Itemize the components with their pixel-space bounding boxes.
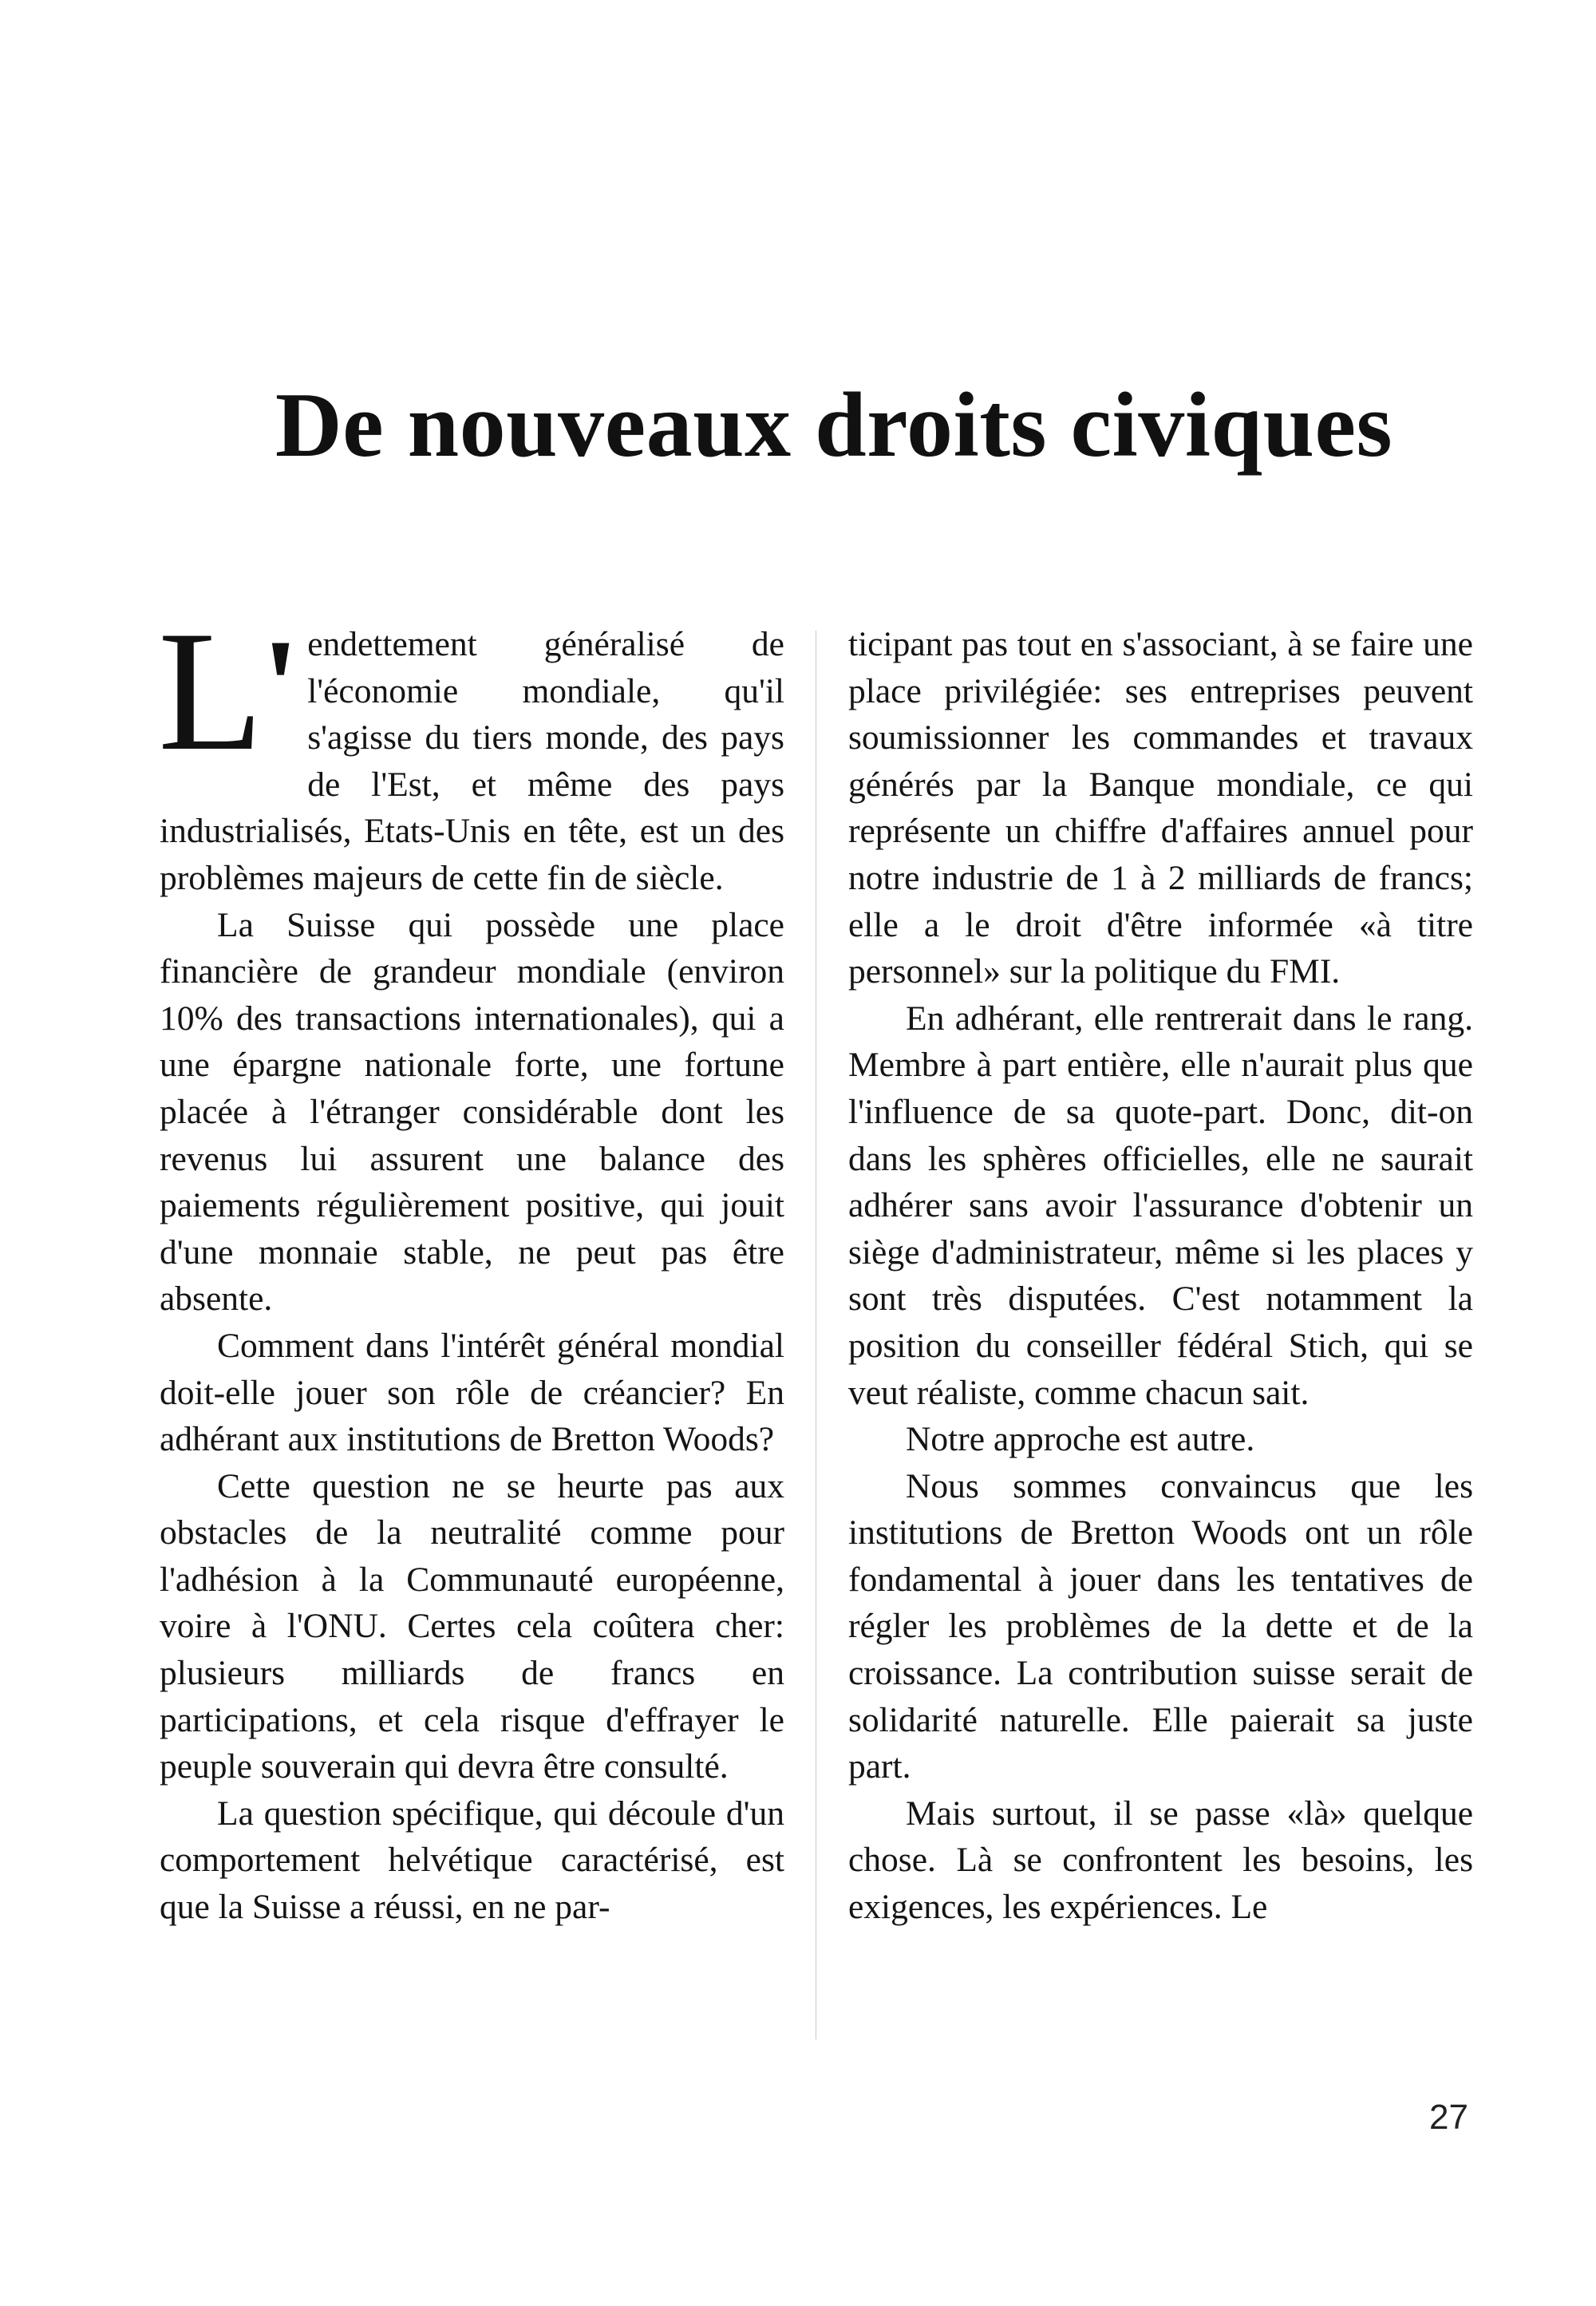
right-paragraph-2: En adhérant, elle rentrerait dans le rang. Membre à part entière, elle n'aurait plus que l'influence de sa quote-part. Donc, dit-on dans les sphères officielles, elle ne saurait adhérer sans avoir l'assurance d'obtenir un siège d'administrateur, même si les places y sont très disputées. C'est notamment la position du conseiller fédéral Stich, qui se veut réaliste, comme chacun sait. [848,999,1473,1412]
right-paragraph-5: Mais surtout, il se passe «là» quelque chose. Là se confrontent les besoins, les exigences, les expériences. Le [848,1794,1473,1927]
right-paragraph-3: Notre approche est autre. [906,1420,1255,1459]
right-paragraph-4: Nous sommes convaincus que les institutions de Bretton Woods ont un rôle fondamental à jouer dans les tentatives de régler les problèmes de la dette et de la croissance. La contribution suisse serait de solidarité naturelle. Elle paierait sa juste part. [848,1466,1473,1786]
left-paragraph-2: La Suisse qui possède une place financière de grandeur mondiale (environ 10% des transactions internationales), qui a une épargne nationale forte, une fortune placée à l'étranger considérable dont les revenus lui assurent une balance des paiements régulièrement positive, qui jouit d'une monnaie stable, ne peut pas être absente. [160,905,784,1319]
article-title-text: De nouveaux droits civiques [275,374,1393,477]
left-paragraph-1 [158,595,784,902]
left-paragraph-5: La question spécifique, qui découle d'un comportement helvétique caractérisé, est que la Suisse a réussi, en ne par- [160,1794,784,1927]
left-paragraph-3: Comment dans l'intérêt général mondial doit-elle jouer son rôle de créancier? En adhérant aux institutions de Bretton Woods? [160,1326,784,1459]
left-column [158,595,784,1931]
page-number: 27 [1429,2098,1468,2137]
article-title [0,374,1596,477]
drop-cap-letter: L [158,595,263,786]
left-paragraph-1-text: endettement généralisé de l'économie mondiale, qu'il s'agisse du tiers monde, des pays de l'Est, et même des pays industrialisés, Etats-Unis en tête, est un des problèmes majeurs de cette fin de siècle. [160,625,784,897]
right-paragraph-1: ticipant pas tout en s'associant, à se faire une place privilégiée: ses entreprises peuvent soumissionner les commandes et travaux générés par la Banque mondiale, ce qui représente un chiffre d'affaires annuel pour notre industrie de 1 à 2 milliards de francs; elle a le droit d'être informée «à titre personnel» sur la politique du FMI. [848,625,1473,991]
right-column [848,621,1473,1931]
left-paragraph-4: Cette question ne se heurte pas aux obstacles de la neutralité comme pour l'adhésion à la Communauté européenne, voire à l'ONU. Certes cela coûtera cher: plusieurs milliards de francs en participations, et cela risque d'effrayer le peuple souverain qui devra être consulté. [160,1466,784,1786]
drop-cap [158,595,300,786]
drop-cap-apostrophe: ' [261,611,300,761]
